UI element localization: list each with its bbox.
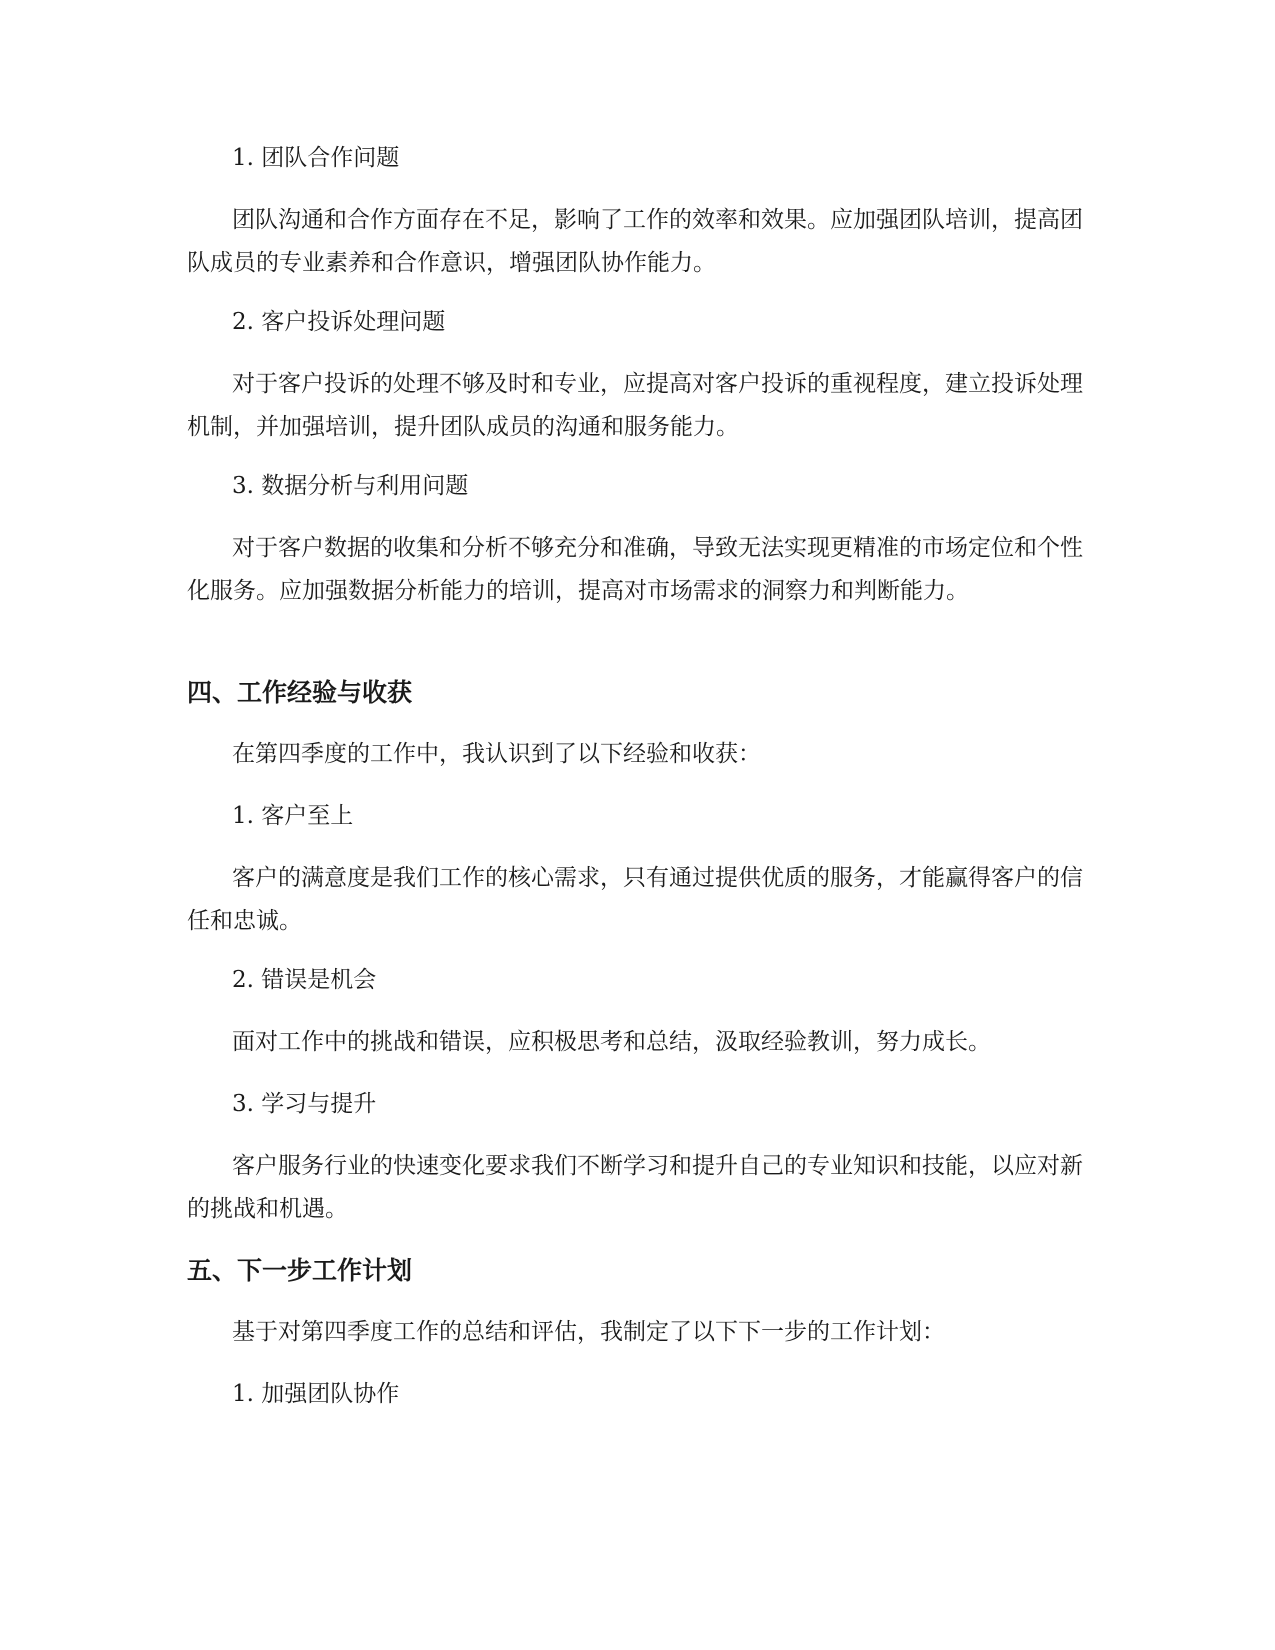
paragraph-experience-intro: 在第四季度的工作中，我认识到了以下经验和收获：	[232, 741, 761, 767]
paragraph-data-analysis: 对于客户数据的收集和分析不够充分和准确，导致无法实现更精准的市场定位和个性化服务。应加强数据分析能力的培训，提高对市场需求的洞察力和判断能力。	[187, 535, 1083, 604]
paragraph-mistakes-opportunity: 面对工作中的挑战和错误，应积极思考和总结，汲取经验教训，努力成长。	[232, 1029, 991, 1055]
list-item-mistakes-opportunity: 2. 错误是机会	[232, 967, 377, 993]
list-item-data-analysis: 3. 数据分析与利用问题	[232, 473, 469, 499]
paragraph-team-cooperation: 团队沟通和合作方面存在不足，影响了工作的效率和效果。应加强团队培训，提高团队成员的专业素养和合作意识，增强团队协作能力。	[187, 207, 1083, 276]
list-item-complaint-handling: 2. 客户投诉处理问题	[232, 309, 446, 335]
section-heading-experience: 四、工作经验与收获	[187, 678, 413, 707]
list-item-customer-first: 1. 客户至上	[232, 803, 354, 829]
paragraph-next-plan-intro: 基于对第四季度工作的总结和评估，我制定了以下下一步的工作计划：	[232, 1319, 945, 1345]
section-heading-next-plan: 五、下一步工作计划	[187, 1256, 413, 1285]
list-item-learning: 3. 学习与提升	[232, 1091, 377, 1117]
list-item-team-collaboration: 1. 加强团队协作	[232, 1381, 400, 1407]
paragraph-learning: 客户服务行业的快速变化要求我们不断学习和提升自己的专业知识和技能，以应对新的挑战和机遇。	[187, 1153, 1083, 1222]
paragraph-complaint-handling: 对于客户投诉的处理不够及时和专业，应提高对客户投诉的重视程度，建立投诉处理机制，并加强培训，提升团队成员的沟通和服务能力。	[187, 371, 1083, 440]
paragraph-customer-first: 客户的满意度是我们工作的核心需求，只有通过提供优质的服务，才能赢得客户的信任和忠诚。	[187, 865, 1083, 934]
list-item-team-cooperation: 1. 团队合作问题	[232, 145, 400, 171]
